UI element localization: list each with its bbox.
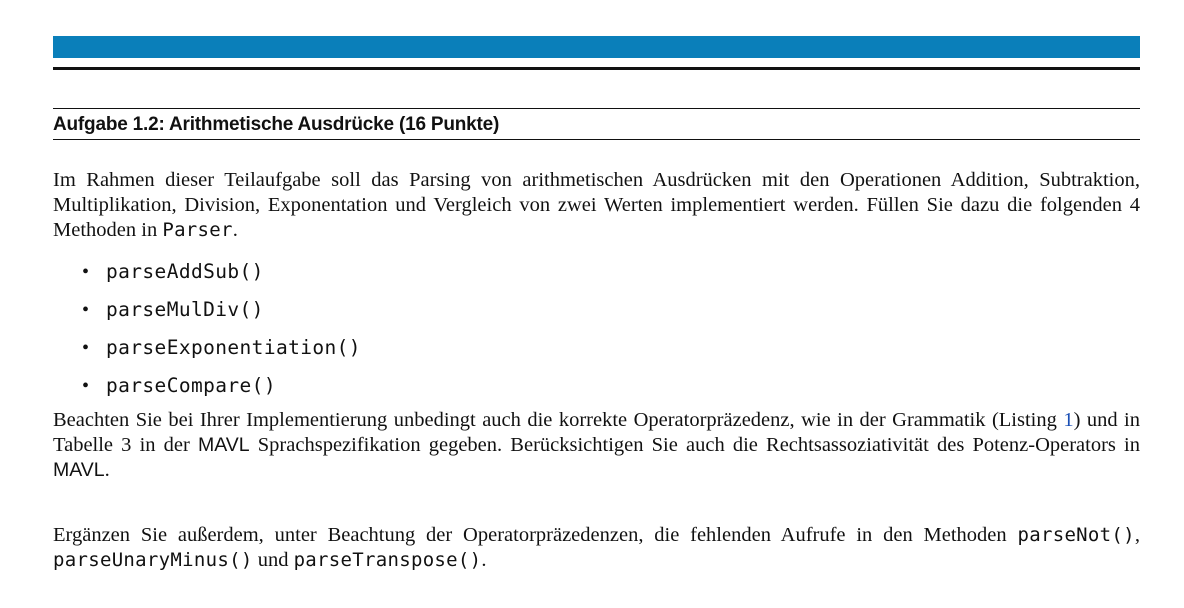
paragraph-precedence-text-a: Beachten Sie bei Ihrer Implementierung unbedingt auch die korrekte Operatorpräzedenz, wie in der Grammatik (Listing xyxy=(53,409,1064,431)
paragraph-calls xyxy=(53,523,1140,573)
parser-class-code: Parser xyxy=(162,219,233,241)
paragraph-calls-text-c: und xyxy=(252,549,294,571)
method-name: parseCompare() xyxy=(106,374,276,397)
paragraph-precedence-text-d: . xyxy=(104,459,110,481)
section-title: Aufgabe 1.2: Arithmetische Ausdrücke (16 Punkte) xyxy=(53,114,500,135)
method-list xyxy=(82,253,361,405)
method-name: parseMulDiv() xyxy=(106,298,264,321)
header-accent-bar xyxy=(53,36,1140,58)
section-rule-bottom xyxy=(53,139,1140,140)
mavl-name: MAVL xyxy=(197,434,250,456)
bullet-icon: • xyxy=(82,299,90,321)
paragraph-precedence-text-c: Sprachspezifikation gegeben. Berücksichtigen Sie auch die Rechtsassoziativität des Potenz-Operators in xyxy=(249,434,1140,456)
list-item xyxy=(82,253,361,291)
paragraph-precedence xyxy=(53,408,1140,483)
bullet-icon: • xyxy=(82,375,90,397)
paragraph-intro-text: Im Rahmen dieser Teilaufgabe soll das Parsing von arithmetischen Ausdrücken mit den Operationen Addition, Subtraktion, Multiplikation, Division, Exponentation und Vergleich von zwei Werten implementiert werden. Füllen Sie dazu die folgenden 4 Methoden in xyxy=(53,169,1140,241)
parse-not-code: parseNot() xyxy=(1017,524,1135,546)
section-rule-top xyxy=(53,108,1140,109)
mavl-name: MAVL xyxy=(53,459,105,481)
method-name: parseExponentiation() xyxy=(106,336,361,359)
paragraph-calls-text-b: , xyxy=(1134,524,1140,546)
bullet-icon: • xyxy=(82,337,90,359)
method-name: parseAddSub() xyxy=(106,260,264,283)
parse-unary-minus-code: parseUnaryMinus() xyxy=(53,549,253,571)
parse-transpose-code: parseTranspose() xyxy=(293,549,482,571)
paragraph-calls-text-a: Ergänzen Sie außerdem, unter Beachtung der Operatorpräzedenzen, die fehlenden Aufrufe in den Methoden xyxy=(53,524,1018,546)
listing-link[interactable]: 1 xyxy=(1063,409,1074,431)
paragraph-calls-text-d: . xyxy=(481,549,487,571)
header-rule xyxy=(53,67,1140,70)
paragraph-intro xyxy=(53,168,1140,243)
list-item xyxy=(82,291,361,329)
list-item xyxy=(82,329,361,367)
paragraph-precedence-text-b: ) und in Tabelle 3 in der xyxy=(53,409,1140,456)
paragraph-intro-end: . xyxy=(232,219,238,241)
bullet-icon: • xyxy=(82,261,90,283)
list-item xyxy=(82,367,361,405)
